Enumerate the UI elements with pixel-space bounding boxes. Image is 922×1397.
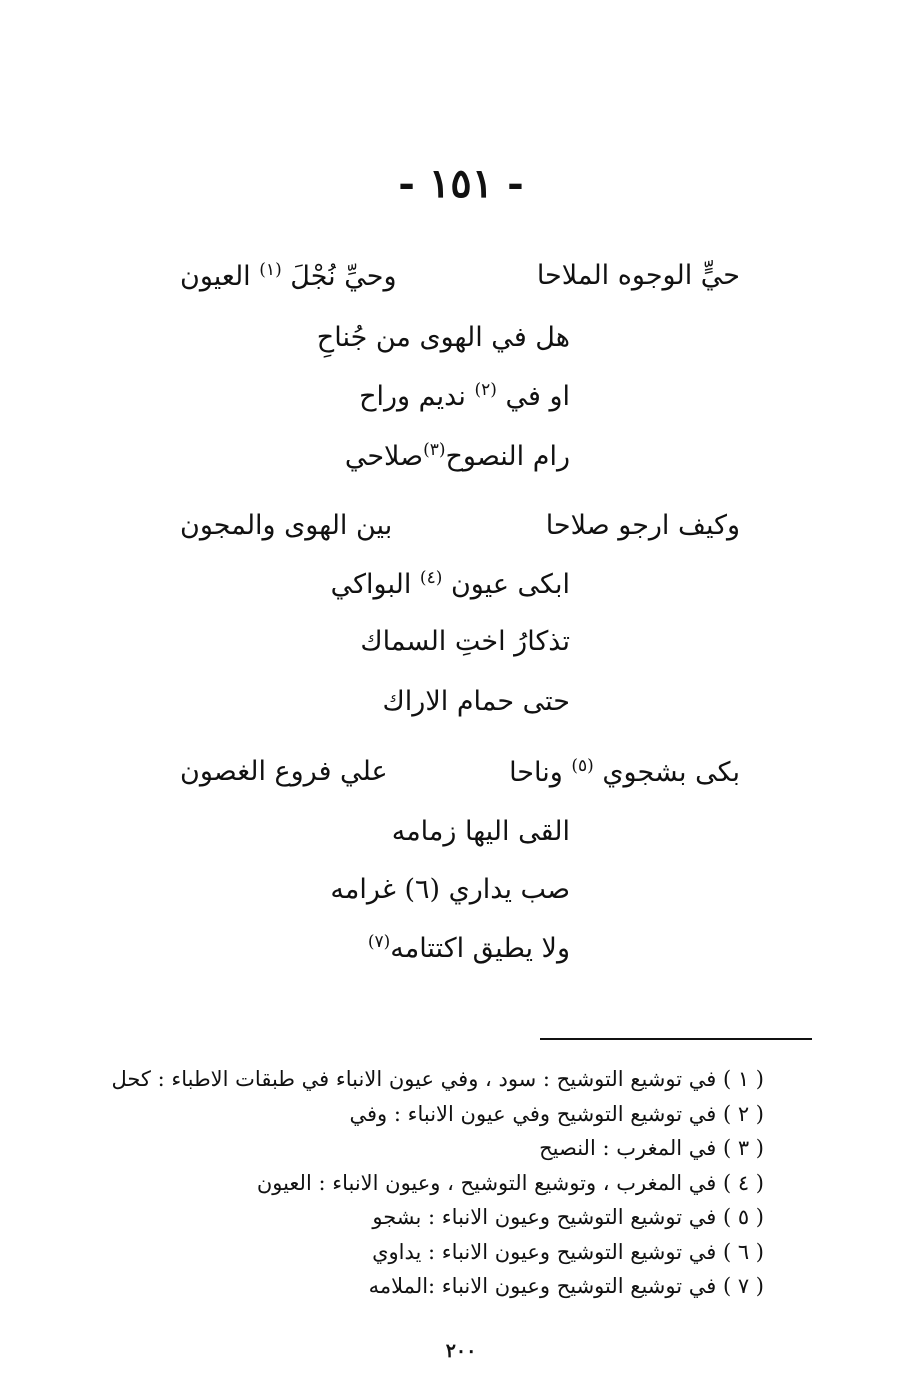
- footnote-mark-4: (٤): [419, 568, 443, 588]
- verse-text: العيون: [180, 261, 251, 292]
- footnote-5: ( ٥ ) في توشيع التوشيح وعيون الانباء : بشجو: [372, 1205, 764, 1229]
- footnote-mark-7: (٧): [367, 932, 391, 952]
- stanza-1-line-2: [359, 380, 570, 413]
- stanza-3-opener-right: [509, 756, 740, 789]
- stanza-3-line-3: [368, 932, 570, 965]
- stanza-1-opener-right: حيٍّ الوجوه الملاحا: [536, 260, 740, 291]
- verse-text: بكى بشجوي: [602, 757, 740, 788]
- footnote-6: ( ٦ ) في توشيع التوشيح وعيون الانباء : يداوي: [372, 1239, 764, 1264]
- footnote-7: ( ٧ ) في توشيع التوشيح وعيون الانباء :الملامه: [368, 1274, 764, 1298]
- stanza-3-opener-left: علي فروع الغصون: [180, 756, 388, 787]
- footnote-3: ( ٣ ) في المغرب : النصيح: [539, 1136, 764, 1160]
- stanza-2-opener-right: وكيف ارجو صلاحا: [545, 510, 740, 541]
- footnote-1: ( ١ ) في توشيع التوشيح : سود ، وفي عيون الانباء في طبقات الاطباء : كحل: [111, 1067, 764, 1091]
- verse-text: وناحا: [509, 757, 563, 788]
- verse-text: ابكى عيون: [450, 569, 570, 600]
- page-number: - ١٥١ -: [398, 160, 524, 207]
- footnote-4: ( ٤ ) في المغرب ، وتوشيع التوشيح ، وعيون الانباء : العيون: [256, 1170, 764, 1195]
- footnote-2: ( ٢ ) في توشيع التوشيح وفي عيون الانباء : وفي: [349, 1101, 764, 1126]
- stanza-2-line-1: [331, 568, 570, 601]
- verse-text: رام النصوح: [445, 441, 570, 472]
- footnote-mark-5: (٥): [571, 756, 594, 776]
- verse-text: ولا يطيق اكتتامه: [390, 933, 570, 964]
- footnote-mark-2: (٢): [474, 380, 497, 400]
- verse-text: او في: [505, 381, 570, 412]
- stanza-3-line-2: صب يداري (٦) غرامه: [330, 874, 570, 905]
- verse-text: وحيِّ نُجْلَ: [290, 261, 397, 292]
- footnote-mark-1: (١): [259, 260, 282, 280]
- stanza-2-line-3: حتى حمام الاراك: [382, 686, 570, 717]
- stanza-1-line-3: [345, 440, 570, 473]
- stanza-2-opener-left: بين الهوى والمجون: [180, 510, 393, 541]
- footnote-mark-3: (٣): [423, 440, 446, 460]
- verse-text: صلاحي: [344, 441, 424, 472]
- footer-page-number: ٢٠٠: [445, 1340, 477, 1362]
- stanza-1-line-1: هل في الهوى من جُناحِ: [316, 322, 570, 353]
- stanza-1-opener-left: [180, 260, 397, 293]
- verse-text: نديم وراح: [359, 381, 466, 412]
- verse-text: البواكي: [330, 569, 412, 600]
- footnote-divider: [540, 1038, 812, 1040]
- footnotes: [84, 1062, 764, 1304]
- stanza-3-line-1: القى اليها زمامه: [391, 816, 570, 847]
- stanza-2-line-2: تذكارُ اختِ السماك: [360, 626, 570, 657]
